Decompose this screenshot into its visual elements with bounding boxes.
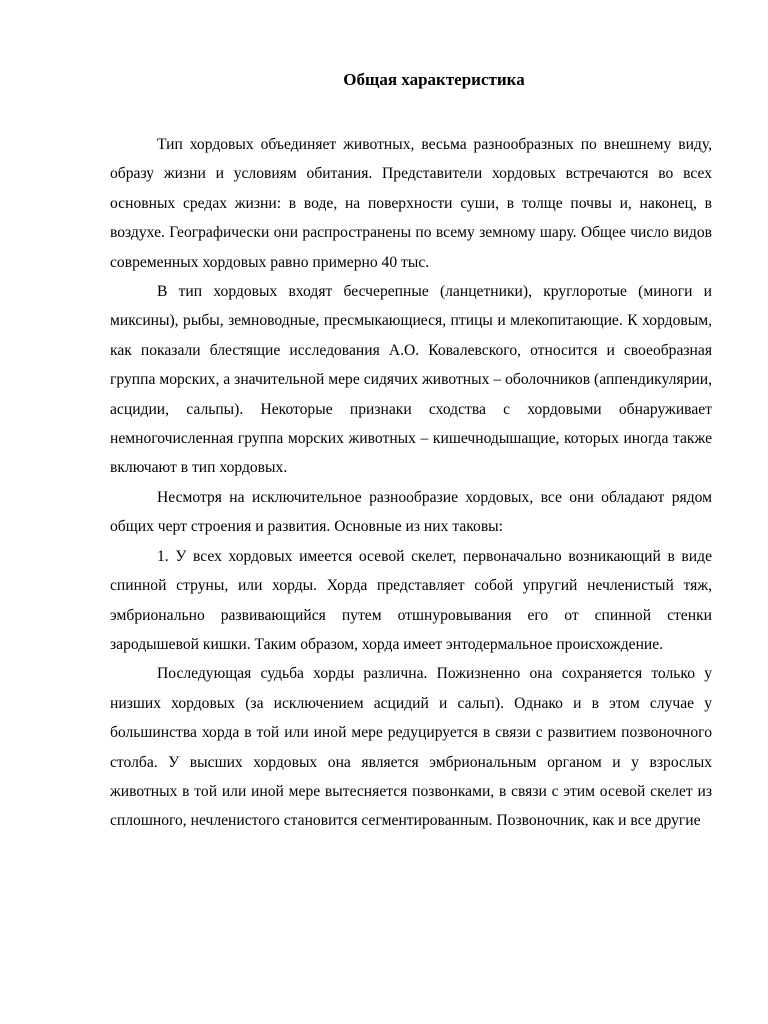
paragraph-chordates-overview: Тип хордовых объединяет животных, весьма разнообразных по внешнему виду, образу жизни и условиям обитания. Представители хордовых встречаются во всех основных средах жизни: в воде, на поверхности суши, в толще почвы и, наконец, в воздухе. Географически они распространены по всему земному шару. Общее число видов современных хордовых равно примерно 40 тыс. (110, 136, 712, 271)
paragraph-common-features-intro: Несмотря на исключительное разнообразие хордовых, все они обладают рядом общих черт строения и развития. Основные из них таковы: (110, 488, 712, 536)
page-title: Общая характеристика (343, 70, 525, 89)
paragraph-notochord-fate: Последующая судьба хорды различна. Пожизненно она сохраняется только у низших хордовых (за исключением асцидий и сальп). Однако и в этом случае у большинства хорда в той или иной мере редуцируется в связи с развитием позвоночного столба. У высших хордовых она является эмбриональным органом и у взрослых животных в той или иной мере вытесняется позвонками, в связи с этим осевой скелет из сплошного, нечленистого становится сегментированным. Позвоночник, как и все другие (110, 665, 712, 830)
document-body (110, 130, 712, 836)
paragraph-chordate-groups: В тип хордовых входят бесчерепные (ланцетники), круглоротые (миноги и миксины), рыбы, земноводные, пресмыкающиеся, птицы и млекопитающие. К хордовым, как показали блестящие исследования А.О. Ковалевского, относится и своеобразная группа морских, а значительной мере сидячих животных – оболочников (аппендикулярии, асцидии, сальпы). Некоторые признаки сходства с хордовыми обнаруживает немногочисленная группа морских животных – кишечнодышащие, которых иногда также включают в тип хордовых. (110, 283, 712, 477)
paragraph-feature-notochord: 1. У всех хордовых имеется осевой скелет, первоначально возникающий в виде спинной струны, или хорды. Хорда представляет собой упругий нечленистый тяж, эмбрионально развивающийся путем отшнуровывания его от спинной стенки зародышевой кишки. Таким образом, хорда имеет энтодермальное происхождение. (110, 547, 712, 653)
